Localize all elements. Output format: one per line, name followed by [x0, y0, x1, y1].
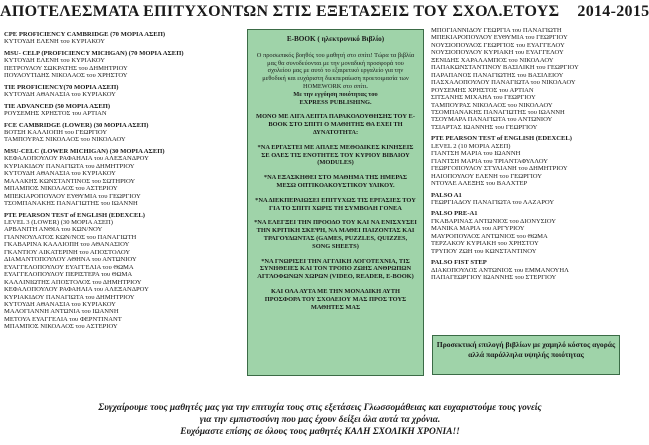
right-student-name: LEVEL 2 (10 ΜΟΡΙΑ ΑΣΕΠ): [431, 142, 511, 150]
books-promo-box: [432, 335, 620, 375]
right-student-name: ΠΑΡΑΠΑΝΟΣ ΠΑΝΑΓΙΩΤΗΣ του ΒΑΣΙΛΕΙΟΥ: [431, 71, 564, 79]
left-student-name: ΜΠΑΜΠΟΣ ΝΙΚΟΛΑΟΣ του ΑΣΤΕΡΙΟΥ: [4, 323, 118, 331]
left-student-name: ΓΚΑΒΑΡΙΝΑ ΚΑΛΛΙΟΠΗ του ΑΘΑΝΑΣΙΟΥ: [4, 241, 130, 249]
left-student-name: ΚΥΡΙΑΚΙΔΟΥ ΠΑΝΑΓΙΩΤΑ του ΔΗΜΗΤΡΙΟΥ: [4, 162, 135, 170]
left-student-name: ΓΚΑΝΤΙΟΥ ΑΙΚΑΤΕΡΙΝΗ του ΑΠΟΣΤΟΛΟΥ: [4, 248, 131, 256]
right-student-name: ΜΑΥΡΟΠΟΥΛΟΣ ΑΝΤΩΝΙΟΣ του ΘΩΜΑ: [431, 232, 548, 240]
ebook-intro-text: Ο προσωπικός βοηθός του μαθητή στο σπίτι! Τώρα τα βιβλία μας θα συνοδεύονται με την μοναδική προσφορά του σχολείου μας με αυτό το εξαιρετικό εργαλείο για την μεθοδική και ευχάριστη διεκπεραίωση προετοιμασία των HOMEWORK στο σπίτι.: [256, 51, 415, 90]
right-student-name: ΞΕΝΙΔΗΣ ΧΑΡΑΛΑΜΠΟΣ του ΝΙΚΟΛΑΟΥ: [431, 56, 554, 64]
right-student-name: ΜΠΕΚΙΑΡΟΠΟΥΛΟΥ ΕΥΘΥΜΙΑ του ΓΕΩΡΓΙΟΥ: [431, 34, 568, 42]
left-student-name: ΜΑΛΑΚΗΣ ΚΩΝΣΤΑΝΤΙΝΟΣ του ΣΩΤΗΡΙΟΥ: [4, 177, 136, 185]
left-results-column: [4, 27, 242, 331]
right-student-name: ΤΣΟΥΜΑΡΑ ΠΑΝΑΓΙΩΤΑ του ΑΝΤΩΝΙΟΥ: [431, 116, 553, 124]
right-student-name: ΝΟΥΣΙΟΠΟΥΛΟΥ ΚΥΡΙΑΚΗ του ΕΥΑΓΓΕΛΟΥ: [431, 49, 564, 57]
left-section-heading: MSU-CELC (LOWER MICHIGAN) (30 ΜΟΡΙΑ ΑΣΕΠ): [4, 147, 165, 155]
ebook-point: *ΝΑ ΕΛΕΓΞΕΙ ΤΗΝ ΠΡΟΟΔΟ ΤΟΥ ΚΑΙ ΝΑ ΕΝΙΣΧΥΣΕΙ ΤΗΝ ΚΡΙΤΙΚΗ ΣΚΕΨΗ, ΝΑ ΜΑΘΕΙ ΠΑΙΖΟΝΤΑΣ ΚΑΙ ΤΡΑΓΟΥΔΩΝΤΑΣ (GAMES, PUZZLES, QUIZZES, SONG SHEETS): [254, 219, 417, 250]
title-years: 2014-2015: [577, 3, 649, 20]
right-student-name: ΠΑΣΧΑΛΟΠΟΥΛΟΥ ΠΑΝΑΓΙΩΤΑ του ΝΙΚΟΛΑΟΥ: [431, 79, 576, 87]
right-student-name: ΝΟΥΣΙΟΠΟΥΛΟΣ ΓΕΩΡΓΙΟΣ του ΕΥΑΓΓΕΛΟΥ: [431, 41, 565, 49]
right-student-name: ΤΡΥΠΟΥ ΖΩΗ του ΚΩΝΣΤΑΝΤΙΝΟΥ: [431, 247, 537, 255]
left-student-name: ΕΥΑΓΓΕΛΟΠΟΥΛΟΥ ΕΥΑΓΓΕΛΙΑ του ΘΩΜΑ: [4, 263, 134, 271]
right-student-name: ΠΑΠΑΓΕΩΡΓΙΟΥ ΙΩΑΝΝΗΣ του ΣΤΕΡΓΙΟΥ: [431, 274, 557, 282]
left-section-heading: TIE ADVANCED (50 ΜΟΡΙΑ ΑΣΕΠ): [4, 102, 111, 110]
left-section-heading: MSU- CELP (PROFICIENCY MICHGAN) (70 ΜΟΡΙΑ ΑΣΕΠ): [4, 49, 184, 57]
right-student-name: ΔΙΑΚΟΠΟΥΛΟΣ ΑΝΤΩΝΙΟΣ του ΕΜΜΑΝΟΥΗΛ: [431, 266, 569, 274]
books-promo-text: Προσεκτική επιλογή βιβλίων με χαμηλό κόστος αγοράς αλλά παράλληλα υψηλής ποιότητας: [436, 340, 616, 359]
ebook-point: ΚΑΙ ΟΛΑ ΑΥΤΑ ΜΕ ΤΗΝ ΜΟΝΑΔΙΚΗ ΑΥΤΗ ΠΡΟΣΦΟΡΑ ΤΟΥ ΣΧΟΛΕΙΟΥ ΜΑΣ ΠΡΟΣ ΤΟΥΣ ΜΑΘΗΤΕΣ ΜΑΣ: [264, 287, 407, 311]
left-student-name: ΚΥΤΟΥΔΗ ΕΛΕΝΗ του ΚΥΡΙΑΚΟΥ: [4, 57, 105, 65]
ebook-promo-box: [247, 29, 424, 376]
right-student-name: ΓΕΩΡΓΟΠΟΥΛΟΥ ΣΤΥΛΙΑΝΗ του ΔΗΜΗΤΡΙΟΥ: [431, 165, 568, 173]
right-student-name: ΓΚΑΒΑΡΙΝΑΣ ΑΝΤΩΝΙΟΣ του ΔΙΟΝΥΣΙΟΥ: [431, 217, 556, 225]
ebook-guarantee-line2: EXPRESS PUBLISHING.: [299, 98, 372, 106]
left-student-name: ΚΕΦΑΛΟΠΟΥΛΟΥ ΡΑΦΑΗΛΙΑ του ΑΛΕΞΑΝΔΡΟΥ: [4, 155, 149, 163]
left-student-name: ΠΕΤΡΟΥΛΟΥ ΣΩΚΡΑΤΗΣ του ΔΗΜΗΤΡΙΟΥ: [4, 64, 128, 72]
ebook-point: *ΝΑ ΕΡΓΑΣΤΕΙ ΜΕ ΑΠΛΕΣ ΜΕΘΟΔΙΚΕΣ ΚΙΝΗΣΕΙΣ ΣΕ ΟΛΕΣ ΤΙΣ ΕΝΟΤΗΤΕΣ ΤΟΥ ΚΥΡΙΟΥ ΒΙΒΛΙΟΥ (MODULES): [257, 143, 414, 167]
left-student-name: ΔΙΑΜΑΝΤΟΠΟΥΛΟΥ ΑΘΗΝΑ του ΑΝΤΩΝΙΟΥ: [4, 256, 137, 264]
left-student-name: ΠΟΥΛΟΥΤΙΔΗΣ ΝΙΚΟΛΑΟΣ του ΧΡΗΣΤΟΥ: [4, 72, 128, 80]
right-student-name: ΤΕΡΖΑΚΟΥ ΚΥΡΙΑΚΗ του ΧΡΗΣΤΟΥ: [431, 240, 539, 248]
right-student-name: ΜΑΝΙΚΑ ΜΑΡΙΑ του ΑΡΓΥΡΙΟΥ: [431, 225, 525, 233]
left-student-name: ΜΑΛΟΓΙΑΝΝΗ ΑΝΤΩΝΙΑ του ΙΩΑΝΝΗ: [4, 308, 119, 316]
right-student-name: ΣΙΤΣΑΝΗΣ ΜΙΧΑΗΛ του ΓΕΩΡΓΙΟΥ: [431, 94, 536, 102]
ebook-heading: E-BOOK ( ηλεκτρονικό Βιβλίο): [286, 35, 385, 43]
left-student-name: ΒΟΤΣΗ ΚΑΛΛΙΟΠΗ του ΓΕΩΡΓΙΟΥ: [4, 128, 108, 136]
ebook-guarantee-line1: Με την εγγύηση ποιότητας του: [293, 90, 378, 98]
left-student-name: ΤΑΜΠΟΥΡΑΣ ΝΙΚΟΛΑΟΣ του ΝΙΚΟΛΑΟΥ: [4, 136, 126, 144]
left-student-name: ΚΑΛΛΙΝΙΩΤΗΣ ΑΠΟΣΤΟΛΟΣ του ΔΗΜΗΤΡΙΟΥ: [4, 278, 142, 286]
right-student-name: ΗΛΙΟΠΟΥΛΟΥ ΕΛΕΝΗ του ΓΕΩΡΓΙΟΥ: [431, 172, 542, 180]
left-student-name: ΜΠΕΚΙΑΡΟΠΟΥΛΟΥ ΕΥΘΥΜΙΑ του ΓΕΩΡΓΙΟΥ: [4, 192, 141, 200]
left-student-name: LEVEL 3 (LOWER) (30 ΜΟΡΙΑ ΑΣΕΠ): [4, 218, 113, 226]
left-student-name: ΕΥΑΓΓΕΛΟΠΟΥΛΟΥ ΠΕΡΙΣΤΕΡΑ του ΘΩΜΑ: [4, 271, 133, 279]
left-student-name: ΚΥΡΙΑΚΙΔΟΥ ΠΑΝΑΓΙΩΤΑ του ΔΗΜΗΤΡΙΟΥ: [4, 293, 135, 301]
left-student-name: ΚΥΤΟΥΔΗ ΑΘΑΝΑΣΙΑ του ΚΥΡΙΑΚΟΥ: [4, 300, 116, 308]
right-student-name: ΝΤΟΥΛΕ ΑΛΕΞΗΣ του ΒΑΛΧΤΕΡ: [431, 180, 528, 188]
right-student-name: ΓΙΑΝΤΣΗ ΜΑΡΙΑ του ΤΡΙΑΝΤΑΦΥΛΛΟΥ: [431, 157, 548, 165]
footer-line-2: για την εμπιστοσύνη που μας έχουν δείξει όλα αυτά τα χρόνια.: [199, 415, 441, 425]
left-student-name: ΚΥΤΟΥΔΗ ΕΛΕΝΗ του ΚΥΡΙΑΚΟΥ: [4, 38, 105, 46]
right-section-heading: PALSO A1: [431, 191, 462, 199]
ebook-intro: [248, 44, 423, 107]
right-student-name: ΡΟΥΣΕΜΗΣ ΧΡΗΣΤΟΣ του ΑΡΤΙΑΝ: [431, 86, 534, 94]
left-section-heading: TIE PROFICIENCY(70 ΜΟΡΙΑ ΑΣΕΠ): [4, 83, 119, 91]
left-student-name: ΜΠΑΜΠΟΣ ΝΙΚΟΛΑΟΣ του ΑΣΤΕΡΙΟΥ: [4, 185, 118, 193]
ebook-point: *ΝΑ ΕΞΑΣΚΗΘΕΙ ΣΤΟ ΜΑΘΗΜΑ ΤΗΣ ΗΜΕΡΑΣ ΜΕΣΩ ΟΠΤΙΚΟΑΚΟΥΣΤΙΚΟΥ ΥΛΙΚΟΥ.: [263, 174, 408, 189]
left-student-name: ΚΥΤΟΥΔΗ ΑΘΑΝΑΣΙΑ του ΚΥΡΙΑΚΟΥ: [4, 91, 116, 99]
ebook-point: *ΝΑ ΔΙΕΚΠΕΡΑΙΩΣΕΙ ΕΠΙΤΥΧΩΣ ΤΙΣ ΕΡΓΑΣΙΕΣ ΤΟΥ ΓΙΑ ΤΟ ΣΠΙΤΙ ΧΩΡΙΣ ΤΗ ΣΥΜΒΟΛΗ ΓΟΝΕΑ: [255, 196, 416, 212]
left-section-heading: CPE PROFICIENCY CAMBRIDGE (70 ΜΟΡΙΑ ΑΣΕΠ): [4, 31, 166, 38]
right-student-name: ΓΙΑΝΤΣΗ ΜΑΡΙΑ του ΙΩΑΝΝΗ: [431, 150, 521, 158]
right-section-heading: PTE PEARSON TEST of ENGLISH (EDEXCEL): [431, 135, 573, 143]
page-title: [0, 3, 649, 21]
right-student-name: ΤΣΙΑΡΤΑΣ ΙΩΑΝΝΗΣ του ΓΕΩΡΓΙΟΥ: [431, 123, 538, 131]
left-student-name: ΤΣΟΜΠΑΝΑΚΗΣ ΠΑΝΑΓΙΩΤΗΣ του ΙΩΑΝΝΗ: [4, 200, 138, 208]
footer-line-3: Ευχόμαστε επίσης σε όλους τους μαθητές ΚΑΛΗ ΣΧΟΛΙΚΗ ΧΡΟΝΙΑ!!: [180, 427, 460, 437]
left-section-heading: PTE PEARSON TEST of ENGLISH (EDEXCEL): [4, 211, 146, 219]
right-student-name: ΠΑΠΑΚΩΝΣΤΑΝΤΙΝΟΥ ΒΑΣΙΛΙΚΗ του ΓΕΩΡΓΙΟΥ: [431, 64, 579, 72]
ebook-point: ΜΟΝΟ ΜΕ ΛΙΓΑ ΛΕΠΤΑ ΠΑΡΑΚΟΛΟΥΘΗΣΗΣ ΤΟΥ E-BOOK ΣΤΟ ΣΠΙΤΙ Ο ΜΑΘΗΤΗΣ ΘΑ ΕΧΕΙ ΤΗ ΔΥΝΑΤΟΤΗΤΑ:: [256, 113, 415, 136]
left-student-name: ΓΙΑΝΝΟΥΛΑΤΟΣ ΚΩΝ/ΝΟΣ του ΠΑΝΑΓΙΩΤΗ: [4, 233, 137, 241]
left-student-name: ΡΟΥΣΕΜΗΣ ΧΡΗΣΤΟΣ του ΑΡΤΙΑΝ: [4, 110, 107, 118]
right-student-name: ΤΣΟΜΠΑΝΑΚΗΣ ΠΑΝΑΓΙΩΤΗΣ του ΙΩΑΝΝΗ: [431, 108, 565, 116]
right-section-heading: PALSO FIST STEP: [431, 259, 487, 267]
left-section-heading: FCE CAMBRIDGE (LOWER) (30 ΜΟΡΙΑ ΑΣΕΠ): [4, 121, 149, 129]
ebook-point: *ΝΑ ΓΝΩΡΙΣΕΙ ΤΗΝ ΑΓΓΛΙΚΗ ΛΟΓΟΤΕΧΝΙΑ, ΤΙΣ ΣΥΝΗΘΕΙΕΣ ΚΑΙ ΤΟΝ ΤΡΟΠΟ ΖΩΗΣ ΑΝΘΡΩΠΩΝ ΑΓΓΛΟΦΩΝΩΝ ΧΩΡΩΝ (VIDEO, READER, E-BOOK): [257, 257, 414, 281]
right-results-column: [431, 27, 636, 282]
title-main: ΑΠΟΤΕΛΕΣΜΑΤΑ ΕΠΙΤΥΧΟΝΤΩΝ ΣΤΙΣ ΕΞΕΤΑΣΕΙΣ ΤΟΥ ΣΧΟΛ.ΕΤΟΥΣ: [0, 3, 560, 20]
right-section-heading: PALSO PRE-A1: [431, 210, 478, 218]
right-student-name: ΓΕΩΡΓΙΑΔΟΥ ΠΑΝΑΓΙΩΤΑ του ΛΑΖΑΡΟΥ: [431, 198, 555, 206]
left-student-name: ΜΕΤΟΥΑ ΕΥΑΓΓΕΛΙΑ του ΦΕΡΝΤΙΝΑΝΤ: [4, 315, 122, 323]
left-student-name: ΑΡΒΑΝΙΤΗ ΑΝΘΙΑ του ΚΩΝ/ΝΟΥ: [4, 226, 103, 234]
left-student-name: ΚΕΦΑΛΟΠΟΥΛΟΥ ΡΑΦΑΗΛΙΑ του ΑΛΕΞΑΝΔΡΟΥ: [4, 286, 149, 294]
right-student-name: ΤΑΜΠΟΥΡΑΣ ΝΙΚΟΛΑΟΣ του ΝΙΚΟΛΑΟΥ: [431, 101, 553, 109]
left-student-name: ΚΥΤΟΥΔΗ ΑΘΑΝΑΣΙΑ του ΚΥΡΙΑΚΟΥ: [4, 170, 116, 178]
ebook-points: [248, 113, 423, 311]
right-student-name: ΜΠΟΓΙΑΝΝΙΔΟΥ ΓΕΩΡΓΙΑ του ΠΑΝΑΓΙΩΤΗ: [431, 27, 562, 34]
footer-line-1: Συγχαίρουμε τους μαθητές μας για την επιτυχία τους στις εξετάσεις Γλωσσομάθειας και ευχαριστούμε τους γονείς: [98, 403, 542, 413]
